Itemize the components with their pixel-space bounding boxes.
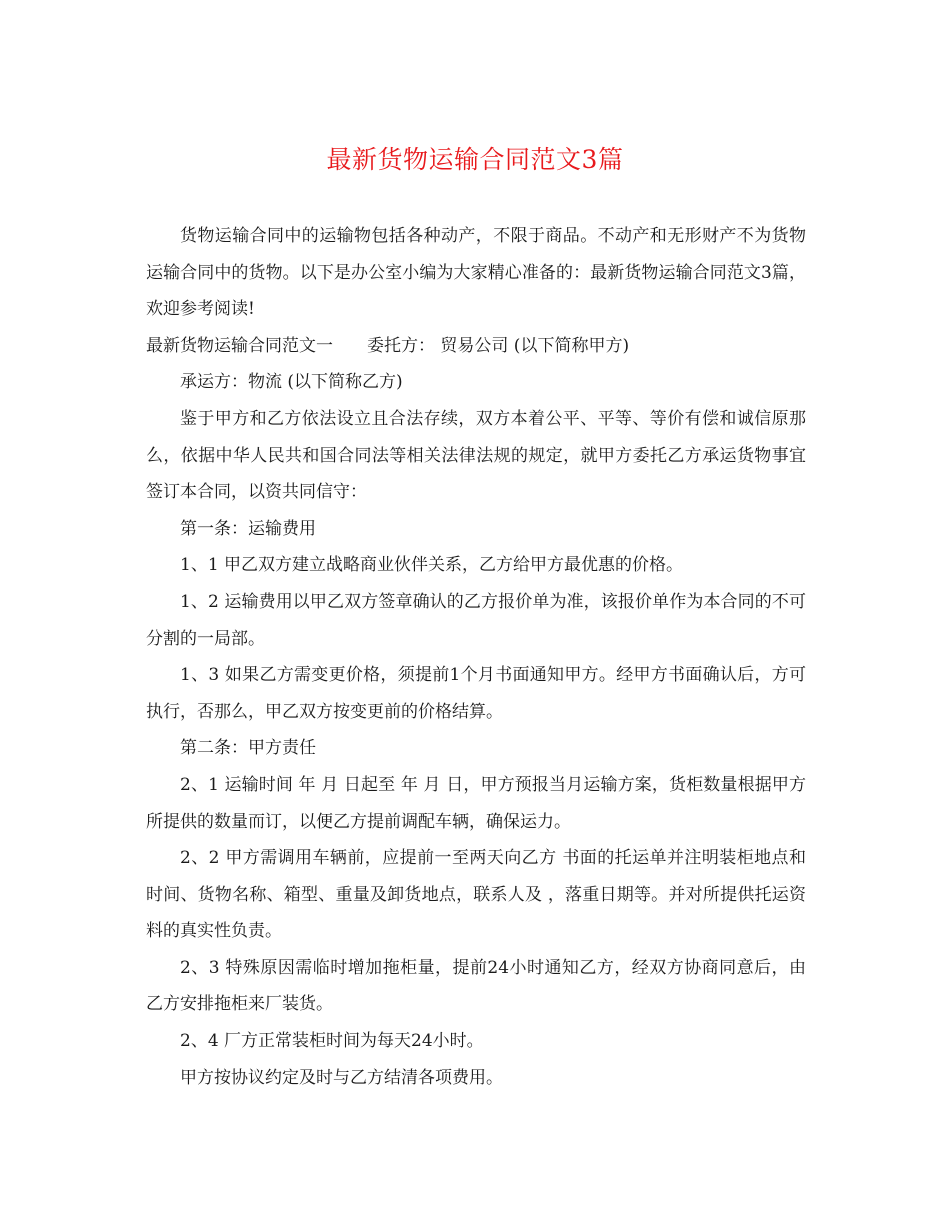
contract-heading-line — [146, 328, 806, 365]
clause-2-4: 2、4 厂方正常装柜时间为每天24小时。 — [180, 1031, 484, 1052]
clause-2-2: 2、2 甲方需调用车辆前，应提前一至两天向乙方 书面的托运单并注明装柜地点和时间、货物名称、箱型、重量及卸货地点，联系人及 ，落重日期等。并对所提供托运资料的真实性负责。 — [146, 848, 806, 942]
clause-2-3: 2、3 特殊原因需临时增加拖柜量，提前24小时通知乙方，经双方协商同意后，由乙方安排拖柜来厂装货。 — [146, 957, 806, 1015]
clause-1-2: 1、2 运输费用以甲乙双方签章确认的乙方报价单为准，该报价单作为本合同的不可分割的一局部。 — [146, 591, 806, 649]
preamble-paragraph: 鉴于甲方和乙方依法设立且合法存续，双方本着公平、平等、等价有偿和诚信原那么，依据中华人民共和国合同法等相关法律法规的规定，就甲方委托乙方承运货物事宜签订本合同，以资共同信守： — [146, 408, 806, 503]
client-party: 委托方： 贸易公司 (以下简称甲方) — [367, 335, 630, 356]
document-body — [146, 218, 806, 1096]
contract-heading: 最新货物运输合同范文一 — [146, 335, 333, 356]
document-title: 最新货物运输合同范文3篇 — [326, 145, 624, 174]
intro-paragraph: 货物运输合同中的运输物包括各种动产，不限于商品。不动产和无形财产不为货物运输合同中的货物。以下是办公室小编为大家精心准备的：最新货物运输合同范文3篇，欢迎参考阅读! — [146, 226, 806, 320]
clause-1-3: 1、3 如果乙方需变更价格，须提前1个月书面通知甲方。经甲方书面确认后，方可执行，否那么，甲乙双方按变更前的价格结算。 — [146, 665, 806, 722]
article-2-heading: 第二条：甲方责任 — [180, 738, 316, 759]
payment-paragraph: 甲方按协议约定及时与乙方结清各项费用。 — [180, 1067, 503, 1088]
clause-1-1: 1、1 甲乙双方建立战略商业伙伴关系，乙方给甲方最优惠的价格。 — [180, 555, 684, 576]
article-1-heading: 第一条：运输费用 — [180, 518, 316, 539]
carrier-party: 承运方：物流 (以下简称乙方) — [180, 372, 403, 393]
clause-2-1: 2、1 运输时间 年 月 日起至 年 月 日，甲方预报当月运输方案，货柜数量根据甲方所提供的数量而订，以便乙方提前调配车辆，确保运力。 — [146, 774, 806, 832]
